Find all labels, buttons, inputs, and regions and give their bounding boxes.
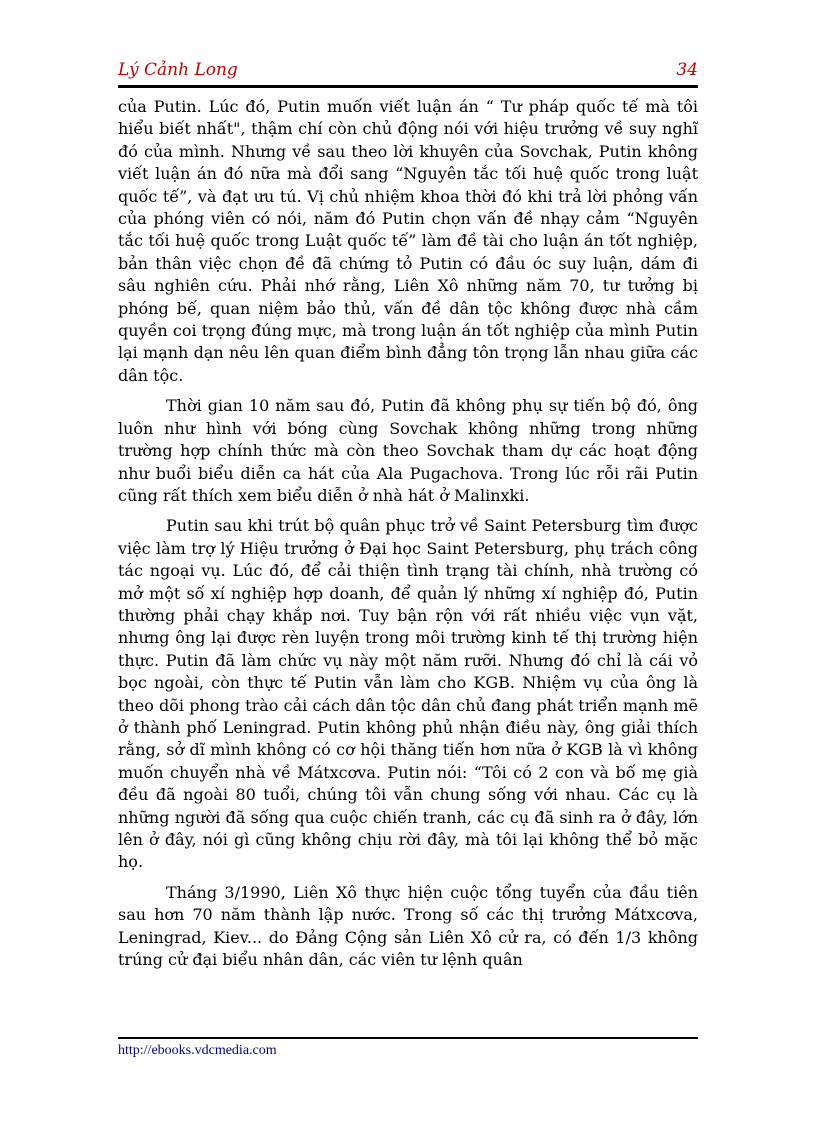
header-divider — [118, 85, 698, 88]
page-number: 34 — [676, 60, 698, 80]
footer-url-link[interactable]: http://ebooks.vdcmedia.com — [118, 1043, 277, 1058]
book-author-title: Lý Cảnh Long — [118, 60, 238, 80]
paragraph: Tháng 3/1990, Liên Xô thực hiện cuộc tổng tuyển của đầu tiên sau hơn 70 năm thành lập nước. Trong số các thị trưởng Mátxcơva, Leningrad, Kiev... do Đảng Cộng sản Liên Xô cử ra, có đến 1/3 không trúng cử đại biểu nhân dân, các viên tư lệnh quân — [118, 882, 698, 970]
page-header — [118, 60, 698, 84]
paragraph: Thời gian 10 năm sau đó, Putin đã không phụ sự tiến bộ đó, ông luôn như hình với bóng cùng Sovchak không những trong những trường hợp chính thức mà còn theo Sovchak tham dự các hoạt động như buổi biểu diễn ca hát của Ala Pugachova. Trong lúc rỗi rãi Putin cũng rất thích xem biểu diễn ở nhà hát ở Malinxki. — [118, 396, 698, 505]
paragraph: Putin sau khi trút bộ quân phục trở về Saint Petersburg tìm được việc làm trợ lý Hiệu trưởng ở Đại học Saint Petersburg, phụ trách công tác ngoại vụ. Lúc đó, để cải thiện tình trạng tài chính, nhà trường có mở một số xí nghiệp hợp doanh, để quản lý những xí nghiệp đó, Putin thường phải chạy khắp nơi. Tuy bận rộn với rất nhiều việc vụn vặt, nhưng ông lại được rèn luyện trong môi trường kinh tế thị trường hiện thực. Putin đã làm chức vụ này một năm rưỡi. Nhưng đó chỉ là cái vỏ bọc ngoài, còn thực tế Putin vẫn làm cho KGB. Nhiệm vụ của ông là theo dõi phong trào cải cách dân tộc dân chủ đang phát triển mạnh mẽ ở thành phố Leningrad. Putin không phủ nhận điều này, ông giải thích rằng, sở dĩ mình không có cơ hội thăng tiến hơn nữa ở KGB là vì không muốn chuyển nhà về Mátxcơva. Putin nói: “Tôi có 2 con và bố mẹ già đều đã ngoài 80 tuổi, chúng tôi vẫn chung sống với nhau. Các cụ là những người đã sống qua cuộc chiến tranh, các cụ đã sinh ra ở đây, lớn lên ở đây, nói gì cũng không chịu rời đây, mà tôi lại không thể bỏ mặc họ. — [118, 516, 698, 872]
body-text — [118, 96, 698, 979]
paragraph: của Putin. Lúc đó, Putin muốn viết luận án “ Tư pháp quốc tế mà tôi hiểu biết nhất", thậm chí còn chủ động nói với hiệu trưởng về suy nghĩ đó của mình. Nhưng về sau theo lời khuyên của Sovchak, Putin không viết luận án đó nữa mà đổi sang “Nguyên tắc tối huệ quốc trong luật quốc tế”, và đạt ưu tú. Vị chủ nhiệm khoa thời đó khi trả lời phỏng vấn của phóng viên có nói, năm đó Putin chọn vấn đề nhạy cảm “Nguyên tắc tối huệ quốc trong Luật quốc tế” làm đề tài cho luận án tốt nghiệp, bản thân việc chọn đề đã chứng tỏ Putin có đầu óc suy luận, dám đi sâu nghiên cứu. Phải nhớ rằng, Liên Xô những năm 70, tư tưởng bị phóng bế, quan niệm bảo thủ, vấn đề dân tộc không được nhà cầm quyền coi trọng đúng mực, mà trong luận án tốt nghiệp của mình Putin lại mạnh dạn nêu lên quan điểm bình đẳng tôn trọng lẫn nhau giữa các dân tộc. — [118, 97, 698, 385]
footer-divider — [118, 1037, 698, 1039]
